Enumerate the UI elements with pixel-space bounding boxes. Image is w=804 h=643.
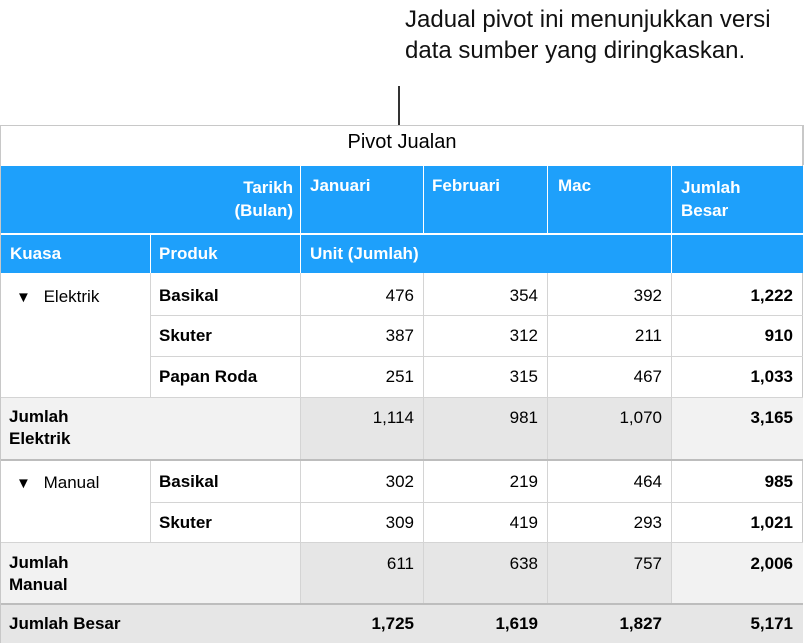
grid-line [1, 397, 803, 398]
value-cell[interactable]: 302 [385, 472, 414, 491]
grid-line [150, 273, 151, 397]
value-cell[interactable]: 309 [385, 513, 414, 532]
value-cell[interactable]: 211 [634, 326, 662, 345]
subtotal-label[interactable]: Jumlah Manual [9, 553, 69, 594]
value-cell[interactable]: 464 [633, 472, 662, 491]
value-cell[interactable]: 251 [385, 367, 414, 386]
product-label[interactable]: Skuter [159, 513, 212, 532]
subtotal-value-cell[interactable]: 611 [386, 554, 414, 573]
value-cell[interactable]: 315 [509, 367, 538, 386]
month-header-feb[interactable]: Februari [432, 176, 501, 195]
value-cell[interactable]: 419 [509, 513, 538, 532]
grand-total-header[interactable]: Jumlah Besar [681, 178, 741, 220]
value-cell[interactable]: 467 [633, 367, 662, 386]
subtotal-values-shade [300, 397, 671, 460]
group-label: Manual [43, 473, 100, 492]
callout-text: Jadual pivot ini menunjukkan versi data sumber yang diringkaskan. [405, 6, 771, 64]
value-cell[interactable]: 219 [509, 472, 538, 491]
row-total-cell[interactable]: 1,021 [750, 513, 793, 532]
date-field-label[interactable]: Tarikh (Bulan) [234, 178, 293, 220]
table-title[interactable]: Pivot Jualan [0, 125, 804, 165]
value-cell[interactable]: 354 [509, 286, 538, 305]
subtotal-total-cell[interactable]: 3,165 [750, 408, 793, 427]
header-divider [300, 235, 301, 273]
value-cell[interactable]: 392 [633, 286, 662, 305]
grid-line [150, 315, 803, 316]
group-row-manual[interactable] [16, 473, 99, 493]
subtotal-value-cell[interactable]: 1,070 [619, 408, 662, 427]
values-field-label[interactable]: Unit (Jumlah) [310, 244, 419, 263]
group-row-elektrik[interactable] [16, 287, 99, 307]
grand-total-total-cell[interactable]: 5,171 [750, 614, 793, 633]
grid-line [150, 356, 803, 357]
header-divider [671, 166, 672, 273]
header-divider [1, 233, 803, 235]
value-cell[interactable]: 387 [385, 326, 414, 345]
group-separator [1, 603, 803, 605]
header-divider [423, 166, 424, 233]
header-divider [150, 235, 151, 273]
grand-total-value-cell[interactable]: 1,725 [371, 614, 414, 633]
subtotal-value-cell[interactable]: 757 [633, 554, 662, 573]
product-label[interactable]: Skuter [159, 326, 212, 345]
subtotal-label[interactable]: Jumlah Elektrik [9, 407, 71, 448]
row-field-produk[interactable]: Produk [159, 244, 218, 263]
grand-total-value-cell[interactable]: 1,827 [619, 614, 662, 633]
grand-total-value-cell[interactable]: 1,619 [495, 614, 538, 633]
grid-line [150, 502, 803, 503]
month-header-jan[interactable]: Januari [310, 176, 371, 195]
row-total-cell[interactable]: 985 [764, 472, 793, 491]
header-divider [300, 166, 301, 233]
row-total-cell[interactable]: 1,222 [750, 286, 793, 305]
value-cell[interactable]: 476 [385, 286, 414, 305]
subtotal-total-shade [671, 397, 803, 460]
disclosure-triangle-icon[interactable]: ▼ [16, 289, 31, 306]
row-total-cell[interactable]: 910 [764, 326, 793, 345]
month-header-mac[interactable]: Mac [558, 176, 592, 195]
subtotal-value-cell[interactable]: 638 [509, 554, 538, 573]
product-label[interactable]: Basikal [159, 472, 219, 491]
product-label[interactable]: Basikal [159, 286, 219, 305]
row-total-cell[interactable]: 1,033 [750, 367, 793, 386]
header-divider [547, 166, 548, 233]
grand-total-label[interactable]: Jumlah Besar [9, 614, 121, 633]
group-label: Elektrik [43, 287, 100, 306]
grid-line [1, 542, 803, 543]
group-separator [1, 459, 803, 461]
disclosure-triangle-icon[interactable]: ▼ [16, 475, 31, 492]
callout-pointer-line [398, 86, 400, 126]
subtotal-total-cell[interactable]: 2,006 [750, 554, 793, 573]
value-cell[interactable]: 293 [633, 513, 662, 532]
value-cell[interactable]: 312 [509, 326, 538, 345]
subtotal-value-cell[interactable]: 981 [509, 408, 538, 427]
product-label[interactable]: Papan Roda [159, 367, 258, 386]
subtotal-value-cell[interactable]: 1,114 [372, 408, 414, 427]
row-field-kuasa[interactable]: Kuasa [10, 244, 62, 263]
